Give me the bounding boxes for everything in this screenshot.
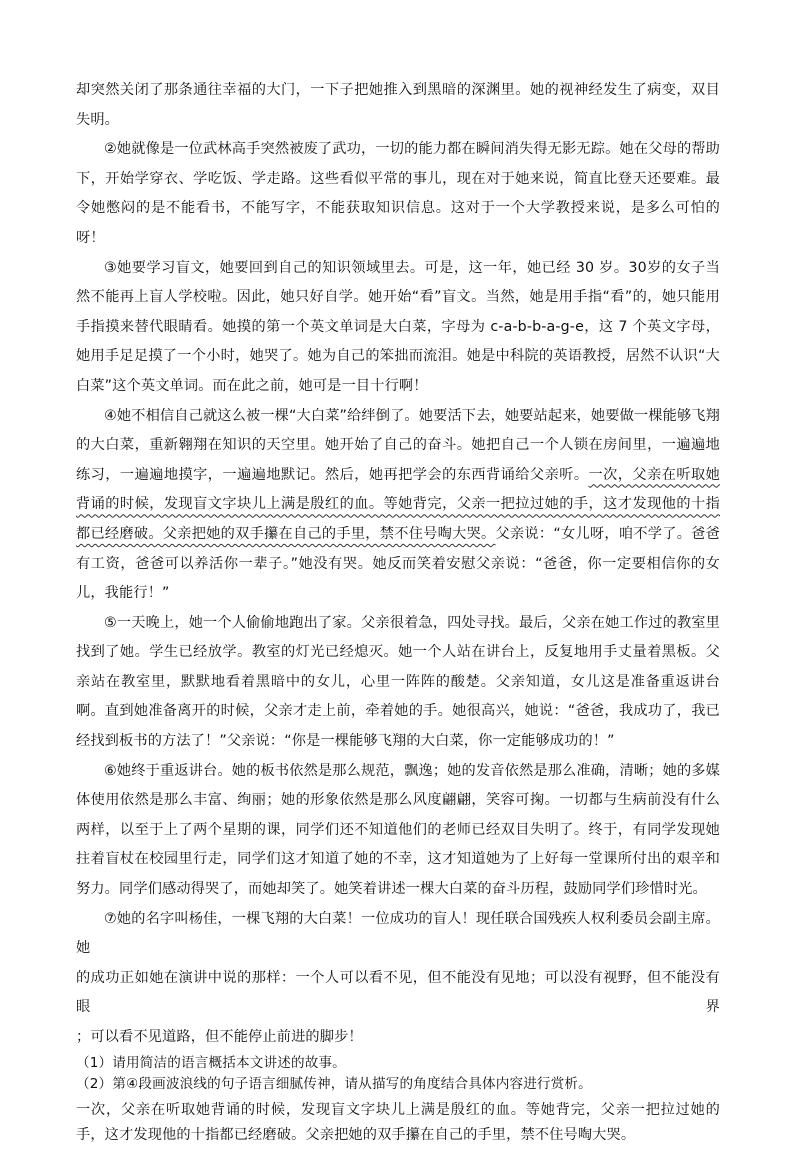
paragraph-7-line-2: 的成功正如她在演讲中说的那样：一个人可以看不见，但不能没有见地；可以没有视野，但不能没有眼界 — [76, 969, 720, 1016]
paragraph-5: ⑤一天晚上，她一个人偷偷地跑出了家。父亲很着急，四处寻找。最后，父亲在她工作过的教室里找到了她。学生已经放学。教室的灯光已经熄灭。她一个人站在讲台上，反复地用手丈量着黑板。父亲站在教室里，默默地看着黑暗中的女儿，心里一阵阵的酸楚。父亲知道，女儿这是准备重返讲台啊。直到她准备离开的时候，父亲才走上前，牵着她的手。她很高兴，她说：“爸爸，我成功了，我已经找到板书的方法了！”父亲说：“你是一棵能够飞翔的大白菜，你一定能够成功的！” — [76, 614, 720, 750]
paragraph-2: ②她就像是一位武林高手突然被废了武功，一切的能力都在瞬间消失得无影无踪。她在父母的帮助下，开始学穿衣、学吃饭、学走路。这些看似平常的事儿，现在对于她来说，简直比登天还要难。最令她憋闷的是不能看书，不能写字，不能获取知识信息。这对于一个大学教授来说，是多么可怕的呀！ — [76, 141, 720, 246]
paragraph-4-wavy-sentence: 一次，父亲在听取她背诵的时候，发现盲文字块儿上满是殷红的血。等她背完，父亲一把拉过她的手，这才发现他的十指都已经磨破。父亲把她的双手攥在自己的手里，禁不住号啕大哭。 — [76, 466, 720, 542]
paragraph-4-after: 父亲说：“女儿呀，咱不学了。爸爸有工资，爸爸可以养活你一辈子。”她没有哭。她反而笑着安慰父亲说：“爸爸，你一定要相信你的女儿，我能行！” — [76, 525, 720, 602]
question-2: （2）第④段画波浪线的句子语言细腻传神，请从描写的角度结合具体内容进行赏析。 — [76, 1076, 592, 1093]
paragraph-7-line-3: ；可以看不见道路，但不能停止前进的脚步！ — [76, 1029, 363, 1045]
paragraph-4-before: ④她不相信自己就这么被一棵“大白菜”给绊倒了。她要活下去，她要站起来，她要做一棵能够飞翔的大白菜，重新翱翔在知识的天空里。她开始了自己的奋斗。她把自己一个人锁在房间里，一遍遍地练习，一遍遍地摸字，一遍遍地默记。然后，她再把学会的东西背诵给父亲听。 — [76, 407, 720, 483]
question-1: （1）请用简洁的语言概括本文讲述的故事。 — [76, 1054, 346, 1071]
paragraph-3: ③她要学习盲文，她要回到自己的知识领域里去。可是，这一年，她已经 30 岁。30岁的女子当然不能再上盲人学校啦。因此，她只好自学。她开始“看”盲文。当然，她是用手指“看”的，她只能用手指摸来替代眼睛看。她摸的第一个英文单词是大白菜，字母为 c-a-b-b-a-g-e，这 7 个英文字母，她用手足足摸了一个小时，她哭了。她为自己的笨拙而流泪。她是中科院的英语教授，居然不认识“大白菜”这个英文单词。而在此之前，她可是一目十行啊！ — [76, 259, 720, 394]
quoted-sentence: 一次，父亲在听取她背诵的时候，发现盲文字块儿上满是殷红的血。等她背完，父亲一把拉过她的手，这才发现他的十指都已经磨破。父亲把她的双手攥在自己的手里，禁不住号啕大哭。 — [76, 1101, 720, 1144]
paragraph-6: ⑥她终于重返讲台。她的板书依然是那么规范，飘逸；她的发音依然是那么准确，清晰；她的多媒体使用依然是那么丰富、绚丽；她的形象依然是那么风度翩翩，笑容可掬。一切都与生病前没有什么两样，以至于上了两个星期的课，同学们还不知道他们的老师已经双目失明了。终于，有同学发现她拄着盲杖在校园里行走，同学们这才知道了她的不幸，这才知道她为了上好每一堂课所付出的艰辛和努力。同学们感动得哭了，而她却笑了。她笑着讲述一棵大白菜的奋斗历程，鼓励同学们珍惜时光。 — [76, 762, 720, 898]
paragraph-7-line-1: ⑦她的名字叫杨佳，一棵飞翔的大白菜！一位成功的盲人！现任联合国残疾人权利委员会副主席。她 — [76, 910, 720, 957]
paragraph-4 — [76, 402, 720, 609]
passage-body — [76, 76, 720, 1149]
paragraph-7 — [76, 905, 720, 1053]
paragraph-1-tail: 却突然关闭了那条通往幸福的大门，一下子把她推入到黑暗的深渊里。她的视神经发生了病变，双目失明。 — [76, 82, 720, 128]
